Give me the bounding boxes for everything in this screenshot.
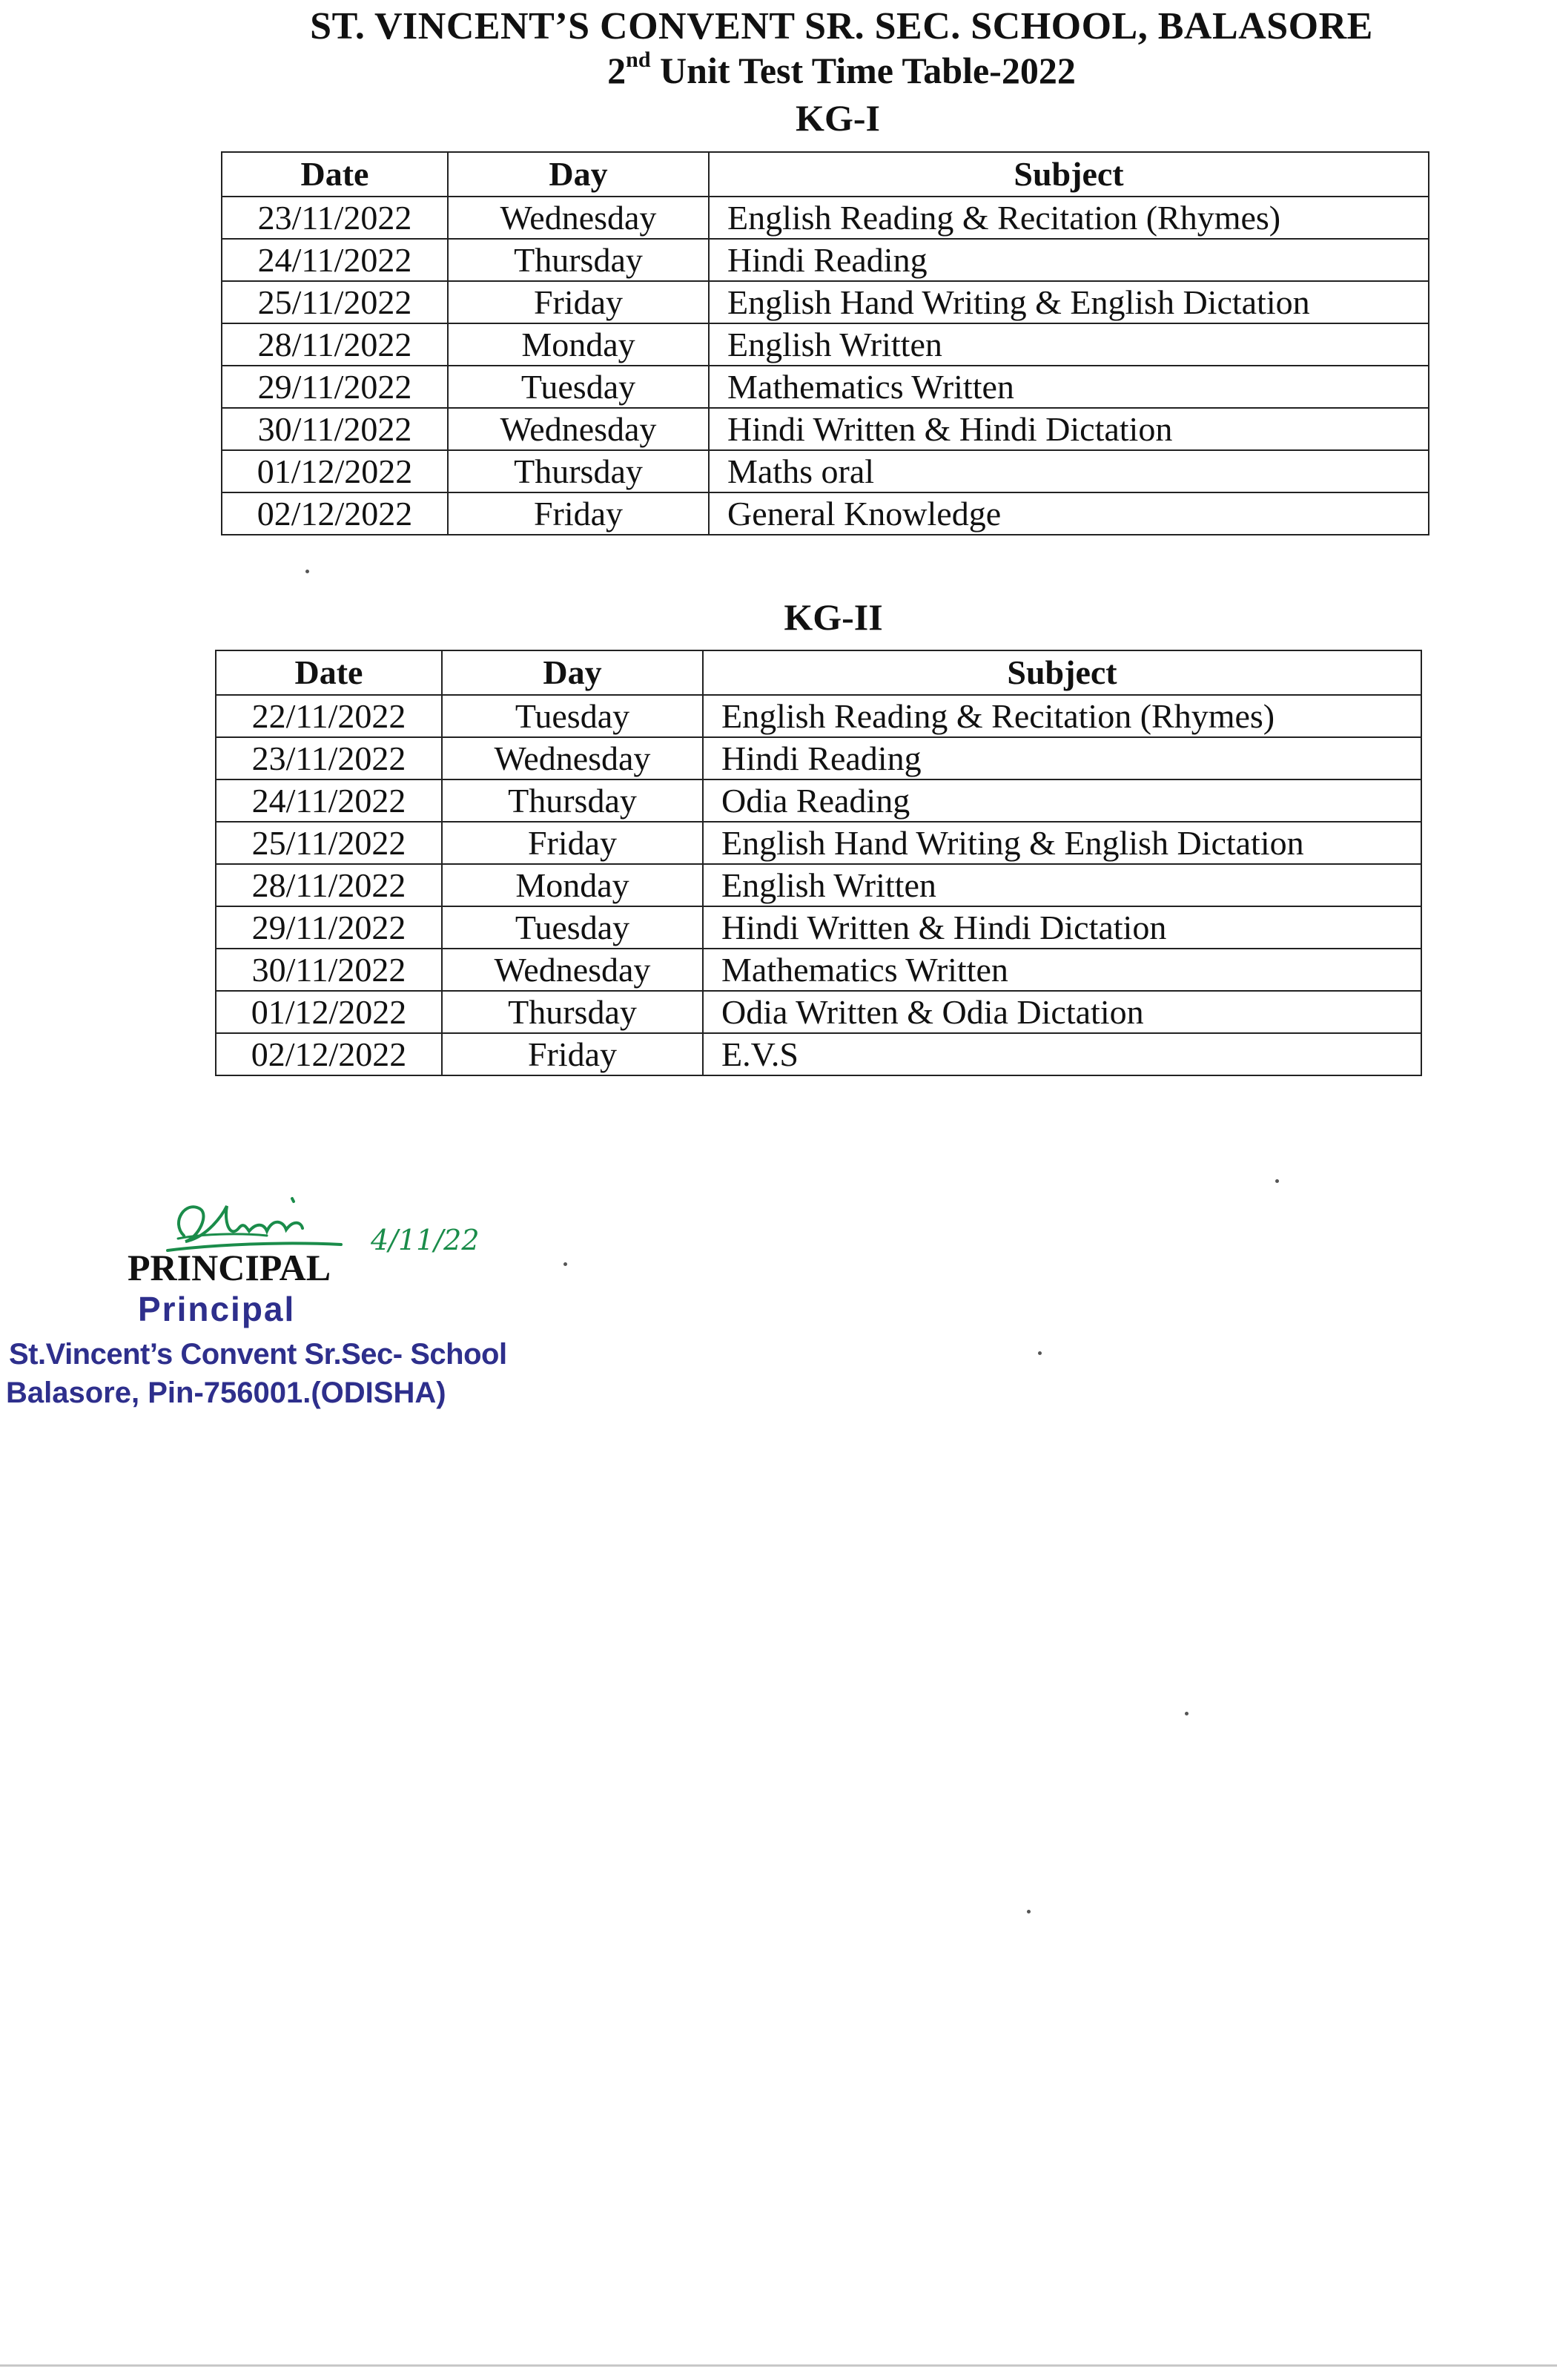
subject-cell: English Hand Writing & English Dictation xyxy=(703,822,1421,864)
subject-cell: Hindi Written & Hindi Dictation xyxy=(703,906,1421,949)
scan-speck xyxy=(1038,1351,1042,1355)
subject-cell: Mathematics Written xyxy=(709,366,1429,408)
day-cell: Monday xyxy=(448,323,709,366)
day-column-header: Day xyxy=(442,650,703,695)
date-cell: 24/11/2022 xyxy=(222,239,448,281)
date-cell: 25/11/2022 xyxy=(222,281,448,323)
stamp-school-name: St.Vincent’s Convent Sr.Sec- School xyxy=(9,1338,507,1371)
table-row xyxy=(216,906,1421,949)
day-cell: Wednesday xyxy=(448,197,709,239)
table-header-row xyxy=(216,650,1421,695)
day-cell: Tuesday xyxy=(448,366,709,408)
scan-speck xyxy=(1185,1712,1189,1715)
day-cell: Friday xyxy=(442,822,703,864)
day-cell: Friday xyxy=(442,1033,703,1075)
date-cell: 02/12/2022 xyxy=(222,492,448,535)
subject-cell: Hindi Written & Hindi Dictation xyxy=(709,408,1429,450)
subject-cell: English Reading & Recitation (Rhymes) xyxy=(709,197,1429,239)
date-cell: 23/11/2022 xyxy=(216,737,442,779)
scan-speck xyxy=(1027,1910,1031,1913)
subject-cell: General Knowledge xyxy=(709,492,1429,535)
table-row xyxy=(222,450,1429,492)
kg2-table-body xyxy=(216,695,1421,1075)
date-cell: 24/11/2022 xyxy=(216,779,442,822)
table-row xyxy=(216,695,1421,737)
date-cell: 22/11/2022 xyxy=(216,695,442,737)
day-cell: Friday xyxy=(448,492,709,535)
table-row xyxy=(216,822,1421,864)
table-header-row xyxy=(222,152,1429,197)
date-cell: 23/11/2022 xyxy=(222,197,448,239)
day-column-header: Day xyxy=(448,152,709,197)
day-cell: Tuesday xyxy=(442,906,703,949)
table-row xyxy=(222,197,1429,239)
date-cell: 25/11/2022 xyxy=(216,822,442,864)
stamp-address: Balasore, Pin-756001.(ODISHA) xyxy=(6,1377,446,1409)
table-row xyxy=(222,408,1429,450)
test-title-number: 2 xyxy=(607,50,627,91)
scan-speck xyxy=(305,570,309,573)
table-row xyxy=(222,239,1429,281)
kg2-timetable xyxy=(215,650,1422,1076)
date-cell: 30/11/2022 xyxy=(222,408,448,450)
kg1-heading: KG-I xyxy=(796,97,880,139)
subject-cell: English Written xyxy=(703,864,1421,906)
school-name: ST. VINCENT’S CONVENT SR. SEC. SCHOOL, BALASORE xyxy=(310,5,1373,47)
table-row xyxy=(216,1033,1421,1075)
table-row xyxy=(216,949,1421,991)
stamp-title: Principal xyxy=(138,1290,296,1328)
subject-cell: Mathematics Written xyxy=(703,949,1421,991)
subject-cell: Hindi Reading xyxy=(703,737,1421,779)
subject-cell: Odia Reading xyxy=(703,779,1421,822)
date-cell: 28/11/2022 xyxy=(222,323,448,366)
date-cell: 02/12/2022 xyxy=(216,1033,442,1075)
day-cell: Monday xyxy=(442,864,703,906)
day-cell: Thursday xyxy=(442,779,703,822)
test-title-ordinal: nd xyxy=(626,47,651,72)
table-row xyxy=(216,864,1421,906)
date-cell: 28/11/2022 xyxy=(216,864,442,906)
date-cell: 29/11/2022 xyxy=(216,906,442,949)
table-row xyxy=(216,779,1421,822)
date-cell: 30/11/2022 xyxy=(216,949,442,991)
kg1-timetable xyxy=(221,151,1429,535)
signature-date: 4/11/22 xyxy=(371,1224,480,1256)
table-row xyxy=(222,281,1429,323)
date-cell: 29/11/2022 xyxy=(222,366,448,408)
kg1-table-body xyxy=(222,197,1429,535)
subject-cell: English Written xyxy=(709,323,1429,366)
date-column-header: Date xyxy=(216,650,442,695)
table-row xyxy=(216,737,1421,779)
page-edge xyxy=(0,2364,1557,2367)
day-cell: Wednesday xyxy=(442,737,703,779)
subject-cell: E.V.S xyxy=(703,1033,1421,1075)
subject-cell: Hindi Reading xyxy=(709,239,1429,281)
day-cell: Thursday xyxy=(442,991,703,1033)
date-cell: 01/12/2022 xyxy=(222,450,448,492)
test-title-text: Unit Test Time Table-2022 xyxy=(650,50,1076,91)
scan-speck xyxy=(1275,1179,1279,1183)
day-cell: Thursday xyxy=(448,450,709,492)
day-cell: Wednesday xyxy=(442,949,703,991)
day-cell: Thursday xyxy=(448,239,709,281)
scan-speck xyxy=(563,1262,567,1266)
day-cell: Tuesday xyxy=(442,695,703,737)
subject-cell: English Reading & Recitation (Rhymes) xyxy=(703,695,1421,737)
day-cell: Friday xyxy=(448,281,709,323)
subject-cell: Odia Written & Odia Dictation xyxy=(703,991,1421,1033)
subject-cell: English Hand Writing & English Dictation xyxy=(709,281,1429,323)
kg2-heading: KG-II xyxy=(784,596,883,638)
principal-label: PRINCIPAL xyxy=(128,1247,331,1288)
table-row xyxy=(222,366,1429,408)
subject-column-header: Subject xyxy=(709,152,1429,197)
table-row xyxy=(216,991,1421,1033)
test-title xyxy=(0,49,1557,92)
subject-cell: Maths oral xyxy=(709,450,1429,492)
date-column-header: Date xyxy=(222,152,448,197)
table-row xyxy=(222,323,1429,366)
subject-column-header: Subject xyxy=(703,650,1421,695)
day-cell: Wednesday xyxy=(448,408,709,450)
table-row xyxy=(222,492,1429,535)
date-cell: 01/12/2022 xyxy=(216,991,442,1033)
